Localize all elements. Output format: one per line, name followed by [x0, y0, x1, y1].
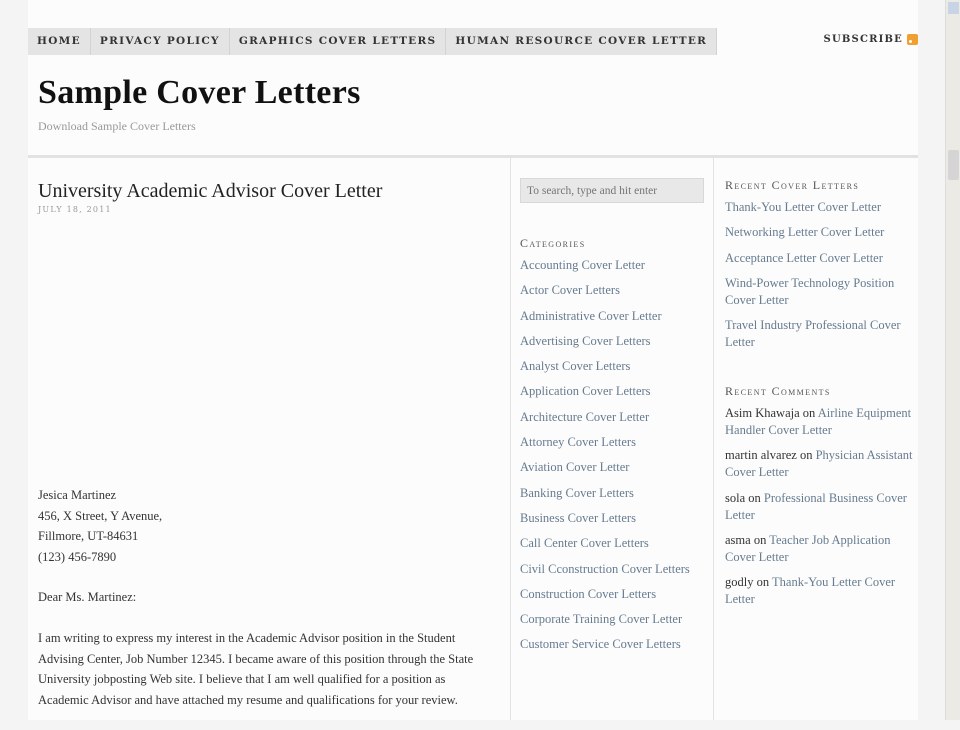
- comment-author: Asim Khawaja: [725, 406, 800, 421]
- address-line: (123) 456-7890: [38, 549, 117, 564]
- recent-cover-letter-link[interactable]: Networking Letter Cover Letter: [725, 225, 885, 240]
- sidebar-right: [725, 178, 915, 617]
- category-link[interactable]: Attorney Cover Letters: [520, 435, 636, 450]
- comment-post-link[interactable]: Airline Equipment Handler Cover Letter: [725, 406, 912, 438]
- comment-post-link[interactable]: Thank-You Letter Cover Letter: [725, 575, 896, 607]
- comment-author: martin alvarez: [725, 448, 797, 463]
- comment-post-link[interactable]: Physician Assistant Cover Letter: [725, 448, 913, 480]
- letter-paragraph: I am writing to express my interest in the Academic Advisor position in the Student Advising Center, Job Number 12345. I became aware of this position through the State University jobposting Web site. I believe that I am well qualified for a position as Academic Advisor and have attached my resume and qualifications for your review.: [38, 630, 474, 707]
- category-link[interactable]: Civil Cconstruction Cover Letters: [520, 561, 690, 576]
- recent-comment: [725, 405, 915, 439]
- category-link[interactable]: Architecture Cover Letter: [520, 409, 650, 424]
- category-link[interactable]: Application Cover Letters: [520, 384, 651, 399]
- nav-privacy-policy[interactable]: PRIVACY POLICY: [91, 28, 230, 55]
- address-line: Fillmore, UT-84631: [38, 529, 139, 544]
- recent-cover-letter-link[interactable]: Thank-You Letter Cover Letter: [725, 200, 881, 214]
- category-link[interactable]: Business Cover Letters: [520, 510, 636, 525]
- sidebar-middle: [520, 178, 705, 662]
- recent-comment: [725, 490, 915, 524]
- scrollbar[interactable]: [945, 0, 960, 720]
- comment-on: on: [756, 575, 770, 590]
- comment-author: sola: [725, 490, 746, 505]
- category-link[interactable]: Call Center Cover Letters: [520, 536, 649, 551]
- comment-on: on: [748, 490, 761, 505]
- salutation: Dear Ms. Martinez:: [38, 590, 137, 605]
- comment-author: godly: [725, 575, 754, 590]
- category-link[interactable]: Administrative Cover Letter: [520, 308, 662, 323]
- category-link[interactable]: Aviation Cover Letter: [520, 460, 630, 475]
- comment-author: asma: [725, 533, 751, 548]
- subscribe-link[interactable]: [824, 34, 918, 45]
- recent-comment: [725, 532, 915, 566]
- scroll-up-button[interactable]: [948, 2, 959, 14]
- category-link[interactable]: Customer Service Cover Letters: [520, 637, 681, 652]
- letter-body: [38, 485, 498, 730]
- comment-on: on: [753, 533, 767, 548]
- column-divider: [713, 158, 714, 720]
- top-nav: [28, 28, 717, 55]
- column-divider: [510, 158, 511, 720]
- rss-icon: [907, 34, 918, 45]
- site-title[interactable]: Sample Cover Letters: [38, 74, 361, 111]
- category-link[interactable]: Accounting Cover Letter: [520, 258, 645, 272]
- category-link[interactable]: Construction Cover Letters: [520, 586, 657, 601]
- category-link[interactable]: Corporate Training Cover Letter: [520, 612, 683, 627]
- post-title[interactable]: University Academic Advisor Cover Letter: [38, 180, 383, 202]
- recent-comment: [725, 447, 915, 481]
- recent-cover-letters-list: [725, 199, 915, 351]
- post: [38, 180, 493, 707]
- category-link[interactable]: Banking Cover Letters: [520, 485, 634, 500]
- address-line: 456, X Street, Y Avenue,: [38, 508, 163, 523]
- comment-post-link[interactable]: Teacher Job Application Cover Letter: [725, 533, 891, 565]
- address-line: Jesica Martinez: [38, 488, 117, 502]
- recent-cover-letter-link[interactable]: Acceptance Letter Cover Letter: [725, 250, 883, 265]
- category-link[interactable]: Advertising Cover Letters: [520, 333, 651, 348]
- categories-list: [520, 257, 705, 653]
- site-tagline: Download Sample Cover Letters: [38, 119, 196, 133]
- recent-comments-title: Recent Comments: [725, 384, 831, 399]
- recent-cover-letters-title: Recent Cover Letters: [725, 178, 860, 192]
- recent-comment: [725, 574, 915, 608]
- search-input[interactable]: [520, 178, 704, 203]
- page: [28, 0, 918, 720]
- recent-cover-letter-link[interactable]: Travel Industry Professional Cover Letter: [725, 318, 901, 350]
- scrollbar-thumb[interactable]: [948, 150, 959, 180]
- category-link[interactable]: Analyst Cover Letters: [520, 359, 631, 374]
- recent-comments-list: [725, 405, 915, 608]
- category-link[interactable]: Actor Cover Letters: [520, 283, 620, 298]
- nav-graphics-cover-letters[interactable]: GRAPHICS COVER LETTERS: [230, 28, 447, 55]
- categories-title: Categories: [520, 236, 586, 250]
- nav-home[interactable]: HOME: [28, 28, 91, 55]
- comment-post-link[interactable]: Professional Business Cover Letter: [725, 490, 907, 522]
- comment-on: on: [799, 448, 813, 463]
- recent-cover-letter-link[interactable]: Wind-Power Technology Position Cover Letter: [725, 275, 895, 307]
- comment-on: on: [802, 406, 816, 421]
- header-divider: [28, 155, 918, 158]
- nav-human-resource-cover-letter[interactable]: HUMAN RESOURCE COVER LETTER: [446, 28, 717, 55]
- subscribe-label: SUBSCRIBE: [823, 34, 903, 45]
- post-date: JULY 18, 2011: [38, 205, 112, 214]
